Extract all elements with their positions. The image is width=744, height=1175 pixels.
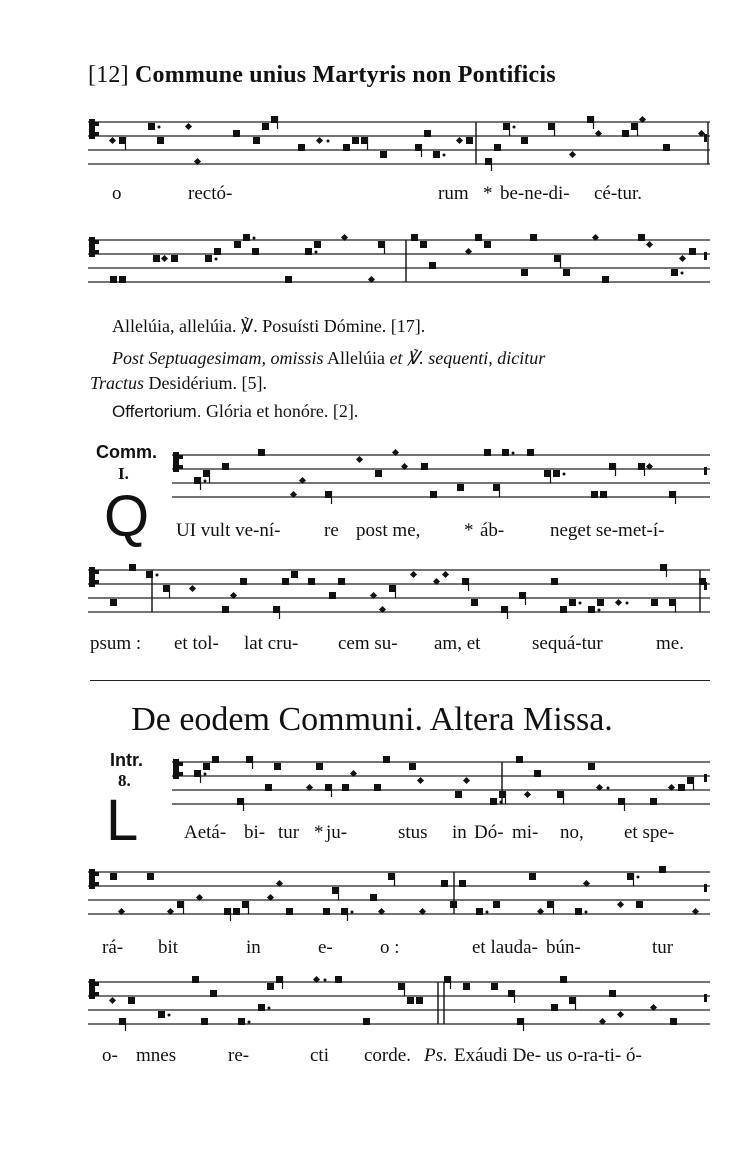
neume-note <box>171 255 178 262</box>
neume-note <box>597 599 604 606</box>
clef-mark <box>179 465 183 469</box>
syllable: Aetá- <box>184 822 227 843</box>
clef-mark <box>95 570 99 574</box>
offertory-text: Glória et honóre. [2]. <box>205 401 359 421</box>
neume-note <box>185 123 192 130</box>
staff-svg <box>88 972 710 1034</box>
neume-note <box>308 578 315 585</box>
neume-note <box>671 269 678 276</box>
syllable: mnes <box>136 1045 177 1066</box>
neume-note <box>617 1011 624 1018</box>
staff-svg <box>172 445 710 507</box>
neume-note <box>679 255 686 262</box>
neume-note <box>407 997 414 1004</box>
clef-mark <box>95 240 99 244</box>
neume-note <box>212 756 219 763</box>
neume-note <box>129 564 136 571</box>
page-header <box>88 62 556 89</box>
neume-note <box>463 777 470 784</box>
neume-note <box>421 463 428 470</box>
neume-note <box>475 234 482 241</box>
syllable: cé-tur. <box>594 183 643 204</box>
neume-note <box>491 983 498 990</box>
neume-note <box>560 606 567 613</box>
clef-mark <box>95 882 99 886</box>
neume-note <box>551 1004 558 1011</box>
neume-note <box>521 137 528 144</box>
neume-dot <box>443 154 446 157</box>
syllable: o : <box>380 937 400 958</box>
neume-note <box>516 756 523 763</box>
neume-note <box>316 137 323 144</box>
tract-line-2: Tractus Desidérium. [5]. <box>90 373 267 393</box>
neume-note <box>329 592 336 599</box>
neume-note <box>252 248 259 255</box>
neume-note <box>455 791 462 798</box>
neume-note <box>210 990 217 997</box>
neume-note <box>274 763 281 770</box>
neume-note <box>534 770 541 777</box>
asterisk: * <box>483 183 493 204</box>
syllable: neget se-met-í- <box>550 520 665 541</box>
neume-note <box>575 908 582 915</box>
psalm-incipit: Exáudi De- us o-ra-ti- ó- <box>454 1045 642 1066</box>
custos <box>704 252 707 260</box>
alleluia-line: Allelúia, allelúia. ℣. Posuísti Dómine. [17]. <box>112 316 426 336</box>
neume-note <box>258 1004 265 1011</box>
neume-note <box>450 901 457 908</box>
syllable: am, et <box>434 633 481 654</box>
neume-note <box>600 491 607 498</box>
clef-mark <box>95 982 99 986</box>
neume-note <box>338 578 345 585</box>
neume-dot <box>168 1014 171 1017</box>
clef-mark <box>89 979 95 999</box>
neume-note <box>502 449 509 456</box>
neume-note <box>305 248 312 255</box>
neume-note <box>323 908 330 915</box>
neume-note <box>148 123 155 130</box>
chant-staff-5 <box>172 752 710 814</box>
neume-note <box>588 606 595 613</box>
neume-note <box>420 241 427 248</box>
chant-staff-2 <box>88 230 710 292</box>
neume-note <box>459 880 466 887</box>
neume-note <box>457 484 464 491</box>
neume-note <box>553 470 560 477</box>
staff-svg <box>88 862 710 924</box>
neume-note <box>234 241 241 248</box>
neume-note <box>638 234 645 241</box>
offertory-label: Offertorium. <box>112 402 202 421</box>
neume-note <box>650 798 657 805</box>
chant-staff-7 <box>88 972 710 1034</box>
syllable: cti <box>310 1045 329 1066</box>
neume-note <box>153 255 160 262</box>
introit-mode: 8. <box>118 771 131 790</box>
syllable: o- <box>102 1045 118 1066</box>
neume-note <box>493 901 500 908</box>
clef-mark <box>89 869 95 889</box>
neume-note <box>689 248 696 255</box>
neume-note <box>476 908 483 915</box>
neume-note <box>441 880 448 887</box>
clef-mark <box>95 250 99 254</box>
neume-note <box>374 784 381 791</box>
syllable: rectó- <box>188 183 233 204</box>
syllable: re <box>324 520 339 541</box>
neume-dot <box>156 574 159 577</box>
communion-mode: I. <box>118 464 129 483</box>
staff-svg <box>88 112 710 174</box>
neume-dot <box>626 602 629 605</box>
neume-dot <box>681 272 684 275</box>
neume-note <box>110 873 117 880</box>
neume-dot <box>248 1021 251 1024</box>
neume-note <box>119 276 126 283</box>
custos <box>704 582 707 590</box>
syllable: bit <box>158 937 179 958</box>
neume-dot <box>215 258 218 261</box>
neume-note <box>352 137 359 144</box>
syllable: bi- <box>244 822 266 843</box>
neume-note <box>524 791 531 798</box>
chant-staff-6 <box>88 862 710 924</box>
neume-note <box>158 1011 165 1018</box>
custos <box>704 994 707 1002</box>
neume-note <box>240 578 247 585</box>
lyrics-line-comm-2 <box>88 633 710 657</box>
neume-note <box>636 901 643 908</box>
syllable: rá- <box>102 937 124 958</box>
page-number: [12] <box>88 62 129 88</box>
neume-note <box>471 599 478 606</box>
neume-note <box>617 901 624 908</box>
syllable: et tol- <box>174 633 219 654</box>
neume-dot <box>327 140 330 143</box>
syllable: re- <box>228 1045 250 1066</box>
neume-dot <box>563 473 566 476</box>
neume-note <box>615 599 622 606</box>
neume-note <box>430 491 437 498</box>
syllable: post me, <box>356 520 421 541</box>
neume-note <box>316 763 323 770</box>
staff-svg <box>88 560 710 622</box>
neume-note <box>146 571 153 578</box>
syllable: sequá-tur <box>532 633 603 654</box>
neume-note <box>189 585 196 592</box>
clef-mark <box>179 772 183 776</box>
syllable: cem su- <box>338 633 398 654</box>
neume-note <box>484 241 491 248</box>
neume-note <box>527 449 534 456</box>
custos <box>704 134 707 142</box>
neume-note <box>466 137 473 144</box>
neume-note <box>530 234 537 241</box>
neume-note <box>110 599 117 606</box>
neume-note <box>335 976 342 983</box>
syllable: áb- <box>480 520 505 541</box>
clef-mark <box>89 237 95 257</box>
asterisk: * <box>464 520 474 541</box>
neume-note <box>157 137 164 144</box>
neume-dot <box>513 126 516 129</box>
psalm-label: Ps. <box>424 1045 448 1066</box>
lyrics-line-comm-1 <box>88 520 710 544</box>
lyrics-line-intr-2 <box>88 937 710 961</box>
neume-note <box>588 763 595 770</box>
neume-note <box>380 151 387 158</box>
neume-note <box>286 908 293 915</box>
neume-note <box>383 756 390 763</box>
offertory-line <box>112 401 358 422</box>
chant-staff-1 <box>88 112 710 174</box>
neume-note <box>110 276 117 283</box>
neume-note <box>128 997 135 1004</box>
neume-dot <box>315 251 318 254</box>
clef-mark <box>173 759 179 779</box>
syllable: tur <box>278 822 300 843</box>
neume-note <box>651 599 658 606</box>
neume-dot <box>204 773 207 776</box>
neume-note <box>409 763 416 770</box>
neume-note <box>109 137 116 144</box>
neume-note <box>646 241 653 248</box>
syllable: UI vult ve-ní- <box>176 520 281 541</box>
custos <box>704 774 707 782</box>
neume-note <box>490 798 497 805</box>
drop-cap-l: L <box>106 788 139 853</box>
neume-note <box>424 130 431 137</box>
neume-dot <box>598 609 601 612</box>
syllable: bún- <box>546 937 581 958</box>
neume-note <box>192 976 199 983</box>
neume-note <box>238 1018 245 1025</box>
neume-note <box>342 784 349 791</box>
chant-staff-3 <box>172 445 710 507</box>
neume-note <box>222 463 229 470</box>
lyrics-line-intr-3 <box>88 1045 710 1069</box>
neume-dot <box>324 979 327 982</box>
neume-note <box>253 137 260 144</box>
clef-mark <box>95 122 99 126</box>
clef-mark <box>95 580 99 584</box>
syllable: be-ne-di- <box>500 183 570 204</box>
neume-note <box>551 578 558 585</box>
neume-note <box>233 908 240 915</box>
clef-mark <box>173 452 179 472</box>
neume-note <box>663 144 670 151</box>
neume-dot <box>158 126 161 129</box>
neume-note <box>484 449 491 456</box>
neume-note <box>563 269 570 276</box>
neume-note <box>463 983 470 990</box>
neume-note <box>205 255 212 262</box>
neume-note <box>314 241 321 248</box>
neume-note <box>659 866 666 873</box>
syllable: ju- <box>326 822 348 843</box>
neume-note <box>609 990 616 997</box>
neume-note <box>201 1018 208 1025</box>
clef-mark <box>89 119 95 139</box>
neume-note <box>375 470 382 477</box>
neume-note <box>265 784 272 791</box>
neume-note <box>291 571 298 578</box>
neume-dot <box>585 911 588 914</box>
clef-mark <box>179 455 183 459</box>
neume-note <box>370 894 377 901</box>
syllable: o <box>112 183 122 204</box>
neume-note <box>670 1018 677 1025</box>
syllable: et lauda- <box>472 937 538 958</box>
neume-note <box>285 276 292 283</box>
neume-note <box>222 606 229 613</box>
neume-note <box>433 151 440 158</box>
clef-mark <box>95 132 99 136</box>
chant-staff-4 <box>88 560 710 622</box>
introit-label: Intr. <box>110 750 144 770</box>
neume-dot <box>607 787 610 790</box>
neume-note <box>429 262 436 269</box>
page-title: Commune unius Martyris non Pontificis <box>135 62 556 88</box>
syllable: psum : <box>90 633 142 654</box>
syllable: rum <box>438 183 469 204</box>
neume-note <box>416 997 423 1004</box>
neume-dot <box>512 452 515 455</box>
neume-note <box>494 144 501 151</box>
neume-note <box>356 456 363 463</box>
neume-dot <box>486 911 489 914</box>
neume-note <box>678 784 685 791</box>
lyrics-line-intr-1 <box>88 822 710 846</box>
neume-note <box>442 571 449 578</box>
neume-note <box>109 997 116 1004</box>
neume-note <box>282 578 289 585</box>
neume-note <box>591 491 598 498</box>
neume-note <box>363 1018 370 1025</box>
staff-svg <box>88 230 710 292</box>
neume-note <box>411 234 418 241</box>
syllable: Dó- <box>474 822 504 843</box>
syllable: no, <box>560 822 584 843</box>
syllable: in <box>246 937 261 958</box>
neume-note <box>203 763 210 770</box>
neume-note <box>258 449 265 456</box>
neume-note <box>569 151 576 158</box>
neume-note <box>147 873 154 880</box>
neume-dot <box>268 1007 271 1010</box>
syllable: in <box>452 822 467 843</box>
clef-mark <box>95 992 99 996</box>
neume-note <box>243 234 250 241</box>
neume-dot <box>637 876 640 879</box>
neume-note <box>214 248 221 255</box>
neume-dot <box>500 801 503 804</box>
clef-mark <box>95 872 99 876</box>
neume-note <box>569 599 576 606</box>
staff-svg <box>172 752 710 814</box>
custos <box>704 884 707 892</box>
syllable: e- <box>318 937 333 958</box>
neume-note <box>602 276 609 283</box>
neume-note <box>161 255 168 262</box>
neume-note <box>267 983 274 990</box>
section-divider <box>90 680 710 681</box>
neume-dot <box>204 480 207 483</box>
section-title: De eodem Communi. Altera Missa. <box>131 701 613 738</box>
lyrics-line-1 <box>88 183 710 207</box>
syllable: me. <box>656 633 684 654</box>
clef-mark <box>89 567 95 587</box>
syllable: et spe- <box>624 822 675 843</box>
clef-mark <box>179 762 183 766</box>
syllable: stus <box>398 822 428 843</box>
asterisk: * <box>314 822 324 843</box>
neume-note <box>410 571 417 578</box>
neume-note <box>521 269 528 276</box>
communion-label: Comm. <box>96 442 158 462</box>
syllable: lat cru- <box>244 633 299 654</box>
neume-note <box>417 777 424 784</box>
drop-cap-q: Q <box>104 484 150 549</box>
neume-dot <box>351 911 354 914</box>
neume-dot <box>253 237 256 240</box>
syllable: tur <box>652 937 674 958</box>
neume-note <box>529 873 536 880</box>
neume-note <box>262 123 269 130</box>
neume-note <box>622 130 629 137</box>
neume-note <box>456 137 463 144</box>
neume-note <box>233 130 240 137</box>
syllable: corde. <box>364 1045 411 1066</box>
neume-note <box>560 976 567 983</box>
neume-note <box>343 144 350 151</box>
tract-line-1: Post Septuagesimam, omissis Allelúia et ℣. sequenti, dicitur <box>112 348 546 368</box>
neume-dot <box>579 602 582 605</box>
custos <box>704 467 707 475</box>
syllable: mi- <box>512 822 539 843</box>
neume-note <box>298 144 305 151</box>
